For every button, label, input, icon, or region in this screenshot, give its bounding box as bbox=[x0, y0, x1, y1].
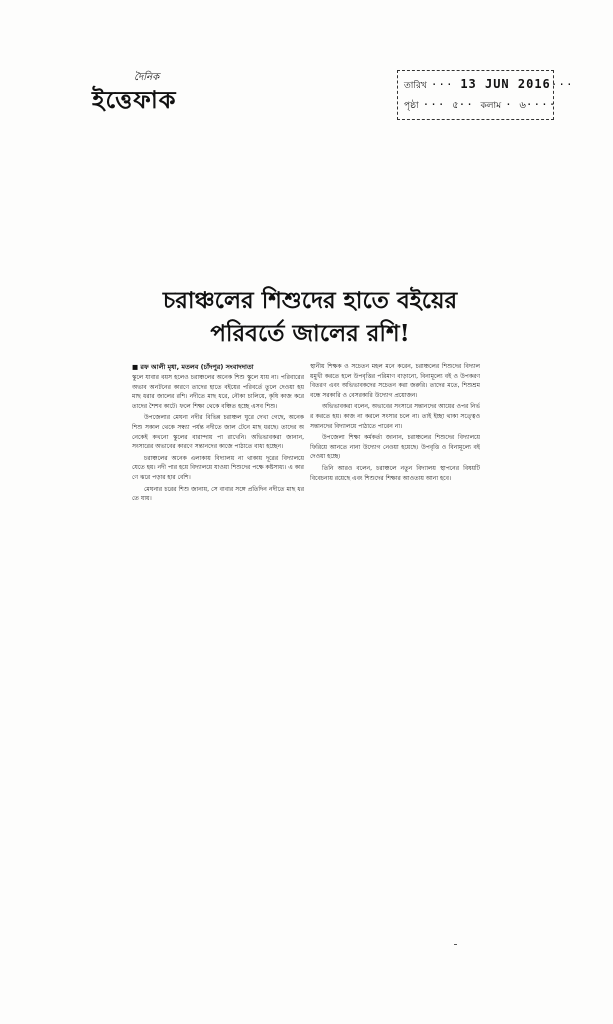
article-paragraph: মেঘনার চরের শিশু জানায়, সে বাবার সঙ্গে প্রতিদিন নদীতে মাছ ধরতে যায়। bbox=[132, 485, 304, 503]
stamp-column-label: কলাম bbox=[480, 101, 502, 111]
stamp-page-value: ৫ bbox=[452, 100, 459, 111]
article-headline bbox=[125, 285, 495, 351]
headline-line-2: পরিবর্তে জালের রশি! bbox=[210, 320, 410, 347]
stamp-page-label: পৃষ্ঠা bbox=[404, 101, 419, 111]
stamp-date: 13 JUN 2016 bbox=[460, 77, 551, 91]
stamp-column-value: ৬ bbox=[519, 100, 526, 111]
article-paragraph: অভিভাবকরা বলেন, অভাবের সংসারে সন্তানদের আয়ের ওপর নির্ভর করতে হয়। কাজ না করলে সংসার চলে না। তাই ইচ্ছা থাকা সত্ত্বেও সন্তানদের বিদ্যালয়ে পাঠাতে পারেন না। bbox=[310, 403, 480, 430]
scan-speck bbox=[454, 944, 457, 945]
article-right-column bbox=[310, 362, 480, 582]
article-paragraph: চরাঞ্চলের অনেক এলাকায় বিদ্যালয় না থাকায় দূরের বিদ্যালয়ে যেতে হয়। নদী পার হয়ে বিদ্যালয়ে যাওয়া শিশুদের পক্ষে কষ্টসাধ্য। এ কারণে ঝরে পড়ার হার বেশি। bbox=[132, 454, 304, 481]
article-paragraph: উপজেলার মেঘনা নদীর বিভিন্ন চরাঞ্চল ঘুরে দেখা গেছে, অনেক শিশু সকাল থেকে সন্ধ্যা পর্যন্ত নদীতে জাল টেনে মাছ ধরছে। তাদের অনেকেই কখনো স্কুলের বারান্দায় পা রাখেনি। অভিভাবকরা জানান, সংসারের অভাবের কারণে সন্তানদের কাজে পাঠাতে বাধ্য হচ্ছেন। bbox=[132, 414, 304, 451]
stamp-date-row: তারিখ ··· 13 JUN 2016··· bbox=[404, 77, 574, 91]
date-page-stamp bbox=[397, 70, 574, 120]
headline-line-1: চরাঞ্চলের শিশুদের হাতে বইয়ের bbox=[162, 287, 458, 314]
masthead-daily-label: দৈনিক bbox=[134, 72, 160, 83]
article-byline: ■ রফ আলী মৃধা, মতলব (চাঁদপুর) সংবাদদাতা bbox=[132, 363, 254, 371]
article-paragraph: তিনি আরও বলেন, চরাঞ্চলে নতুন বিদ্যালয় স্থাপনের বিষয়টি বিবেচনায় রয়েছে এবং শিশুদের শিক্ষার আওতায় আনা হবে। bbox=[310, 464, 480, 482]
article-paragraph: উপজেলা শিক্ষা কর্মকর্তা জানান, চরাঞ্চলের শিশুদের বিদ্যালয়ে ফিরিয়ে আনতে নানা উদ্যোগ নেওয়া হয়েছে। উপবৃত্তি ও বিনামূল্যে বই দেওয়া হচ্ছে। bbox=[310, 434, 480, 461]
masthead-newspaper-name: ইত্তেফাক bbox=[92, 85, 177, 114]
article-paragraph: স্থানীয় শিক্ষক ও সচেতন মহল মনে করেন, চরাঞ্চলের শিশুদের বিদ্যালয়মুখী করতে হলে উপবৃত্তির পরিমাণ বাড়ানো, বিনামূল্যে বই ও উপকরণ বিতরণ এবং অভিভাবকদের সচেতন করা জরুরি। তাদের মতে, শিশুশ্রম বন্ধে সরকারি ও বেসরকারি উদ্যোগ প্রয়োজন। bbox=[310, 363, 480, 399]
stamp-page-row: পৃষ্ঠা ··· ৫·· কলাম · ৬···· bbox=[404, 98, 557, 111]
stamp-date-label: তারিখ bbox=[404, 81, 427, 91]
article-paragraph: স্কুলে যাবার বয়স হলেও চরাঞ্চলের অনেক শিশু স্কুলে যায় না। পরিবারের অভাব অনটনের কারণে তাদের হাতে বইয়ের পরিবর্তে তুলে দেওয়া হয় মাছ ধরার জালের রশি। নদীতে মাছ ধরে, নৌকা চালিয়ে, কৃষি কাজ করে তাদের শৈশব কাটে। ফলে শিক্ষা থেকে বঞ্চিত হচ্ছে এসব শিশু। bbox=[132, 374, 304, 410]
newspaper-masthead bbox=[92, 70, 242, 126]
article-left-column bbox=[132, 362, 304, 582]
